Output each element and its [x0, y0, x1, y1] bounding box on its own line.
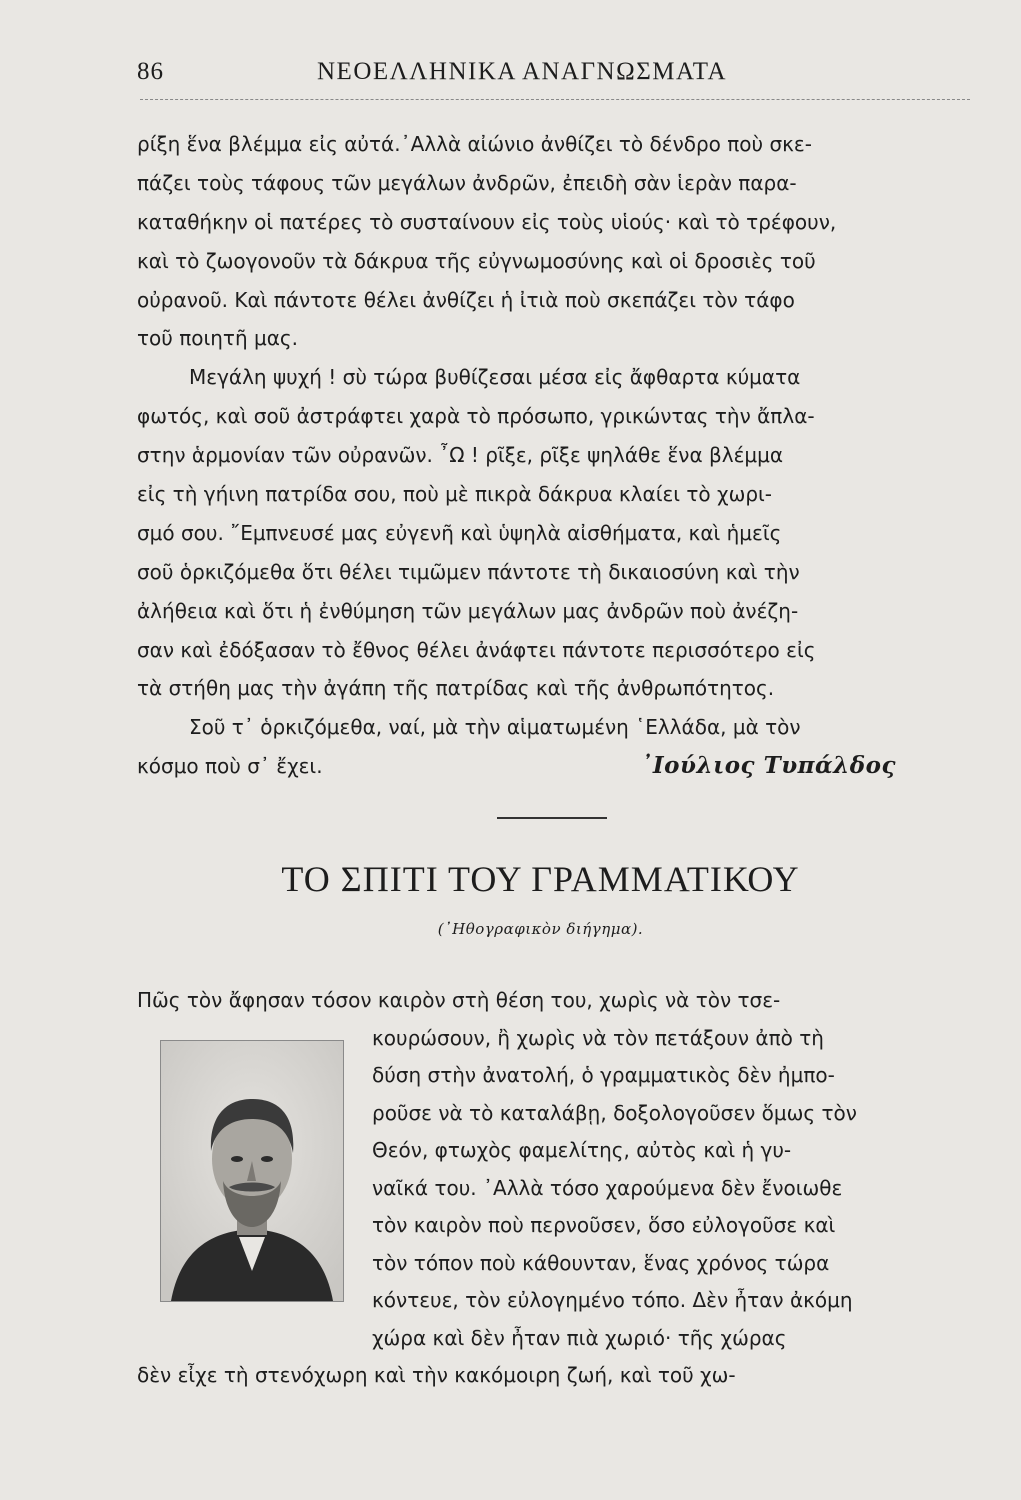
text-line: καὶ τὸ ζωογονοῦν τὰ δάκρυα τῆς εὐγνωμοσύνης καὶ οἱ δροσιὲς τοῦ [137, 248, 816, 273]
text-line: τὸν τόπον ποὺ κάθουνταν, ἕνας χρόνος τώρα [372, 1250, 830, 1275]
text-line: Πῶς τὸν ἄφησαν τόσον καιρὸν στὴ θέση του, χωρὶς νὰ τὸν τσε- [137, 988, 781, 1012]
page-header [137, 58, 972, 92]
text-line: δὲν εἶχε τὴ στενόχωρη καὶ τὴν κακόμοιρη ζωή, καὶ τοῦ χω- [137, 1363, 736, 1387]
text-line: ἀλήθεια καὶ ὅτι ἡ ἐνθύμηση τῶν μεγάλων μας ἀνδρῶν ποὺ ἀνέζη- [137, 598, 799, 623]
text-line: σαν καὶ ἐδόξασαν τὸ ἔθνος θέλει ἀνάφτει πάντοτε περισσότερο εἰς [137, 637, 816, 662]
author-signature: ᾿Ιούλιος Τυπάλδος [640, 752, 896, 779]
text-line: σμό σου. ῎Εμπνευσέ μας εὐγενῆ καὶ ὑψηλὰ αἰσθήματα, καὶ ἡμεῖς [137, 520, 782, 545]
text-line: κουρώσουν, ἢ χωρὶς νὰ τὸν πετάξουν ἀπὸ τὴ [372, 1025, 824, 1050]
running-title: ΝΕΟΕΛΛΗΝΙΚΑ ΑΝΑΓΝΩΣΜΑΤΑ [317, 58, 728, 85]
text-line: φωτός, καὶ σοῦ ἀστράφτει χαρὰ τὸ πρόσωπο, γρικώντας τὴν ἄπλα- [137, 404, 815, 429]
portrait-image [161, 1041, 343, 1301]
story-title: ΤΟ ΣΠΙΤΙ ΤΟΥ ΓΡΑΜΜΑΤΙΚΟΥ [281, 859, 800, 899]
article-body [137, 125, 972, 786]
text-line: κόντευε, τὸν εὐλογημένο τόπο. Δὲν ἦταν ἀκόμη [372, 1288, 853, 1312]
text-line: ρίξη ἕνα βλέμμα εἰς αὐτά.᾿Αλλὰ αἰώνιο ἀνθίζει τὸ δένδρο ποὺ σκε- [137, 132, 812, 156]
text-line: στην ἁρμονίαν τῶν οὐρανῶν. ῏Ω ! ρῖξε, ρῖξε ψηλάθε ἕνα βλέμμα [137, 443, 784, 468]
text-line: σοῦ ὁρκιζόμεθα ὅτι θέλει τιμῶμεν πάντοτε τὴ δικαιοσύνη καὶ τὴν [137, 559, 800, 584]
text-line: εἰς τὴ γήινη πατρίδα σου, ποὺ μὲ πικρὰ δάκρυα κλαίει τὸ χωρι- [137, 482, 773, 507]
text-line: καταθήκην οἱ πατέρες τὸ συσταίνουν εἰς τοὺς υἱούς· καὶ τὸ τρέφουν, [137, 209, 837, 234]
text-line: ναῖκά του. ᾿Αλλὰ τόσο χαρούμενα δὲν ἔνοιωθε [372, 1175, 843, 1200]
page-number: 86 [137, 58, 164, 85]
text-line: τὰ στήθη μας τὴν ἀγάπη τῆς πατρίδας καὶ τῆς ἀνθρωπότητος. [137, 676, 775, 701]
text-line: οὐρανοῦ. Καὶ πάντοτε θέλει ἀνθίζει ἡ ἰτιὰ ποὺ σκεπάζει τὸν τάφο [137, 287, 795, 312]
text-line: χώρα καὶ δὲν ἦταν πιὰ χωριό· τῆς χώρας [372, 1325, 787, 1350]
text-line: Σοῦ τ᾿ ὁρκιζόμεθα, ναί, μὰ τὴν αἱματωμένη ῾Ελλάδα, μὰ τὸν [189, 715, 801, 740]
text-line: Θεόν, φτωχὸς φαμελίτης, αὐτὸς καὶ ἡ γυ- [372, 1138, 792, 1162]
text-line: τοῦ ποιητῆ μας. [137, 326, 299, 351]
section-separator [497, 817, 607, 819]
text-line: τὸν καιρὸν ποὺ περνοῦσεν, ὅσο εὐλογοῦσε καὶ [372, 1213, 836, 1237]
author-portrait [160, 1040, 344, 1302]
story-subtitle: (᾿Ηθογραφικὸν διήγημα). [437, 920, 644, 938]
text-line: Μεγάλη ψυχή ! σὺ τώρα βυθίζεσαι μέσα εἰς ἄφθαρτα κύματα [189, 365, 801, 390]
text-line: δύση στὴν ἀνατολή, ὁ γραμματικὸς δὲν ἠμπο- [372, 1063, 835, 1087]
text-line: ροῦσε νὰ τὸ καταλάβῃ, δοξολογοῦσεν ὅμως τὸν [372, 1100, 857, 1125]
text-line: κόσμο ποὺ σ᾿ ἔχει. [137, 754, 323, 779]
text-line: πάζει τοὺς τάφους τῶν μεγάλων ἀνδρῶν, ἐπειδὴ σὰν ἱερὰν παρα- [137, 170, 797, 195]
header-rule [140, 99, 970, 100]
